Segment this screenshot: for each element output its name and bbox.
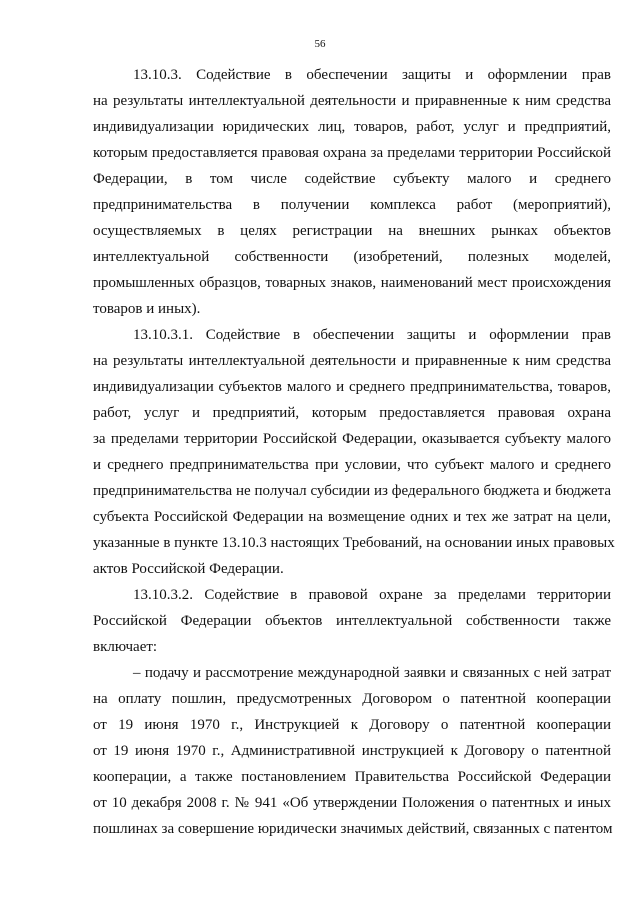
text-line: индивидуализации юридических лиц, товаров, работ, услуг и предприятий, xyxy=(93,119,611,135)
text-line: 13.10.3.2. Содействие в правовой охране за пределами территории xyxy=(133,587,611,603)
text-line: включает: xyxy=(93,639,158,655)
document-body xyxy=(93,62,615,842)
text-line: на результаты интеллектуальной деятельности и приравненные к ним средства xyxy=(93,353,611,369)
text-line: и среднего предпринимательства при условии, что субъект малого и среднего xyxy=(93,457,611,473)
text-line: пошлинах за совершение юридически значимых действий, связанных с патентом xyxy=(93,821,613,837)
text-line: осуществляемых в целях регистрации на внешних рынках объектов xyxy=(93,223,611,239)
page-number: 56 xyxy=(314,38,326,50)
paragraph xyxy=(93,660,611,842)
text-line: товаров и иных). xyxy=(93,301,201,317)
text-line: которым предоставляется правовая охрана за пределами территории Российской xyxy=(93,145,611,161)
text-line: работ, услуг и предприятий, которым предоставляется правовая охрана xyxy=(93,405,611,421)
paragraph xyxy=(93,62,611,322)
text-line: предпринимательства в получении комплекса работ (мероприятий), xyxy=(93,197,611,213)
text-line: 13.10.3. Содействие в обеспечении защиты и оформлении прав xyxy=(133,67,611,83)
text-line: Российской Федерации объектов интеллектуальной собственности также xyxy=(93,613,611,629)
text-line: кооперации, а также постановлением Правительства Российской Федерации xyxy=(93,769,611,785)
text-line: промышленных образцов, товарных знаков, наименований мест происхождения xyxy=(93,275,611,291)
text-line: от 19 июня 1970 г., Административной инструкцией к Договору о патентной xyxy=(93,743,611,759)
text-line: на оплату пошлин, предусмотренных Договором о патентной кооперации xyxy=(93,691,611,707)
paragraph xyxy=(93,582,611,660)
text-line: указанные в пункте 13.10.3 настоящих Требований, на основании иных правовых xyxy=(93,535,615,551)
text-line: – подачу и рассмотрение международной заявки и связанных с ней затрат xyxy=(133,665,611,681)
text-line: от 19 июня 1970 г., Инструкцией к Договору о патентной кооперации xyxy=(93,717,611,733)
text-line: 13.10.3.1. Содействие в обеспечении защиты и оформлении прав xyxy=(133,327,611,343)
text-line: Федерации, в том числе содействие субъекту малого и среднего xyxy=(93,171,611,187)
text-line: субъекта Российской Федерации на возмещение одних и тех же затрат на цели, xyxy=(93,509,611,525)
text-line: на результаты интеллектуальной деятельности и приравненные к ним средства xyxy=(93,93,611,109)
text-line: актов Российской Федерации. xyxy=(93,561,284,577)
text-line: индивидуализации субъектов малого и среднего предпринимательства, товаров, xyxy=(93,379,611,395)
paragraph xyxy=(93,322,615,582)
text-line: за пределами территории Российской Федерации, оказывается субъекту малого xyxy=(93,431,611,447)
text-line: предпринимательства не получал субсидии из федерального бюджета и бюджета xyxy=(93,483,611,499)
text-line: интеллектуальной собственности (изобретений, полезных моделей, xyxy=(93,249,611,265)
text-line: от 10 декабря 2008 г. № 941 «Об утверждении Положения о патентных и иных xyxy=(93,795,611,811)
